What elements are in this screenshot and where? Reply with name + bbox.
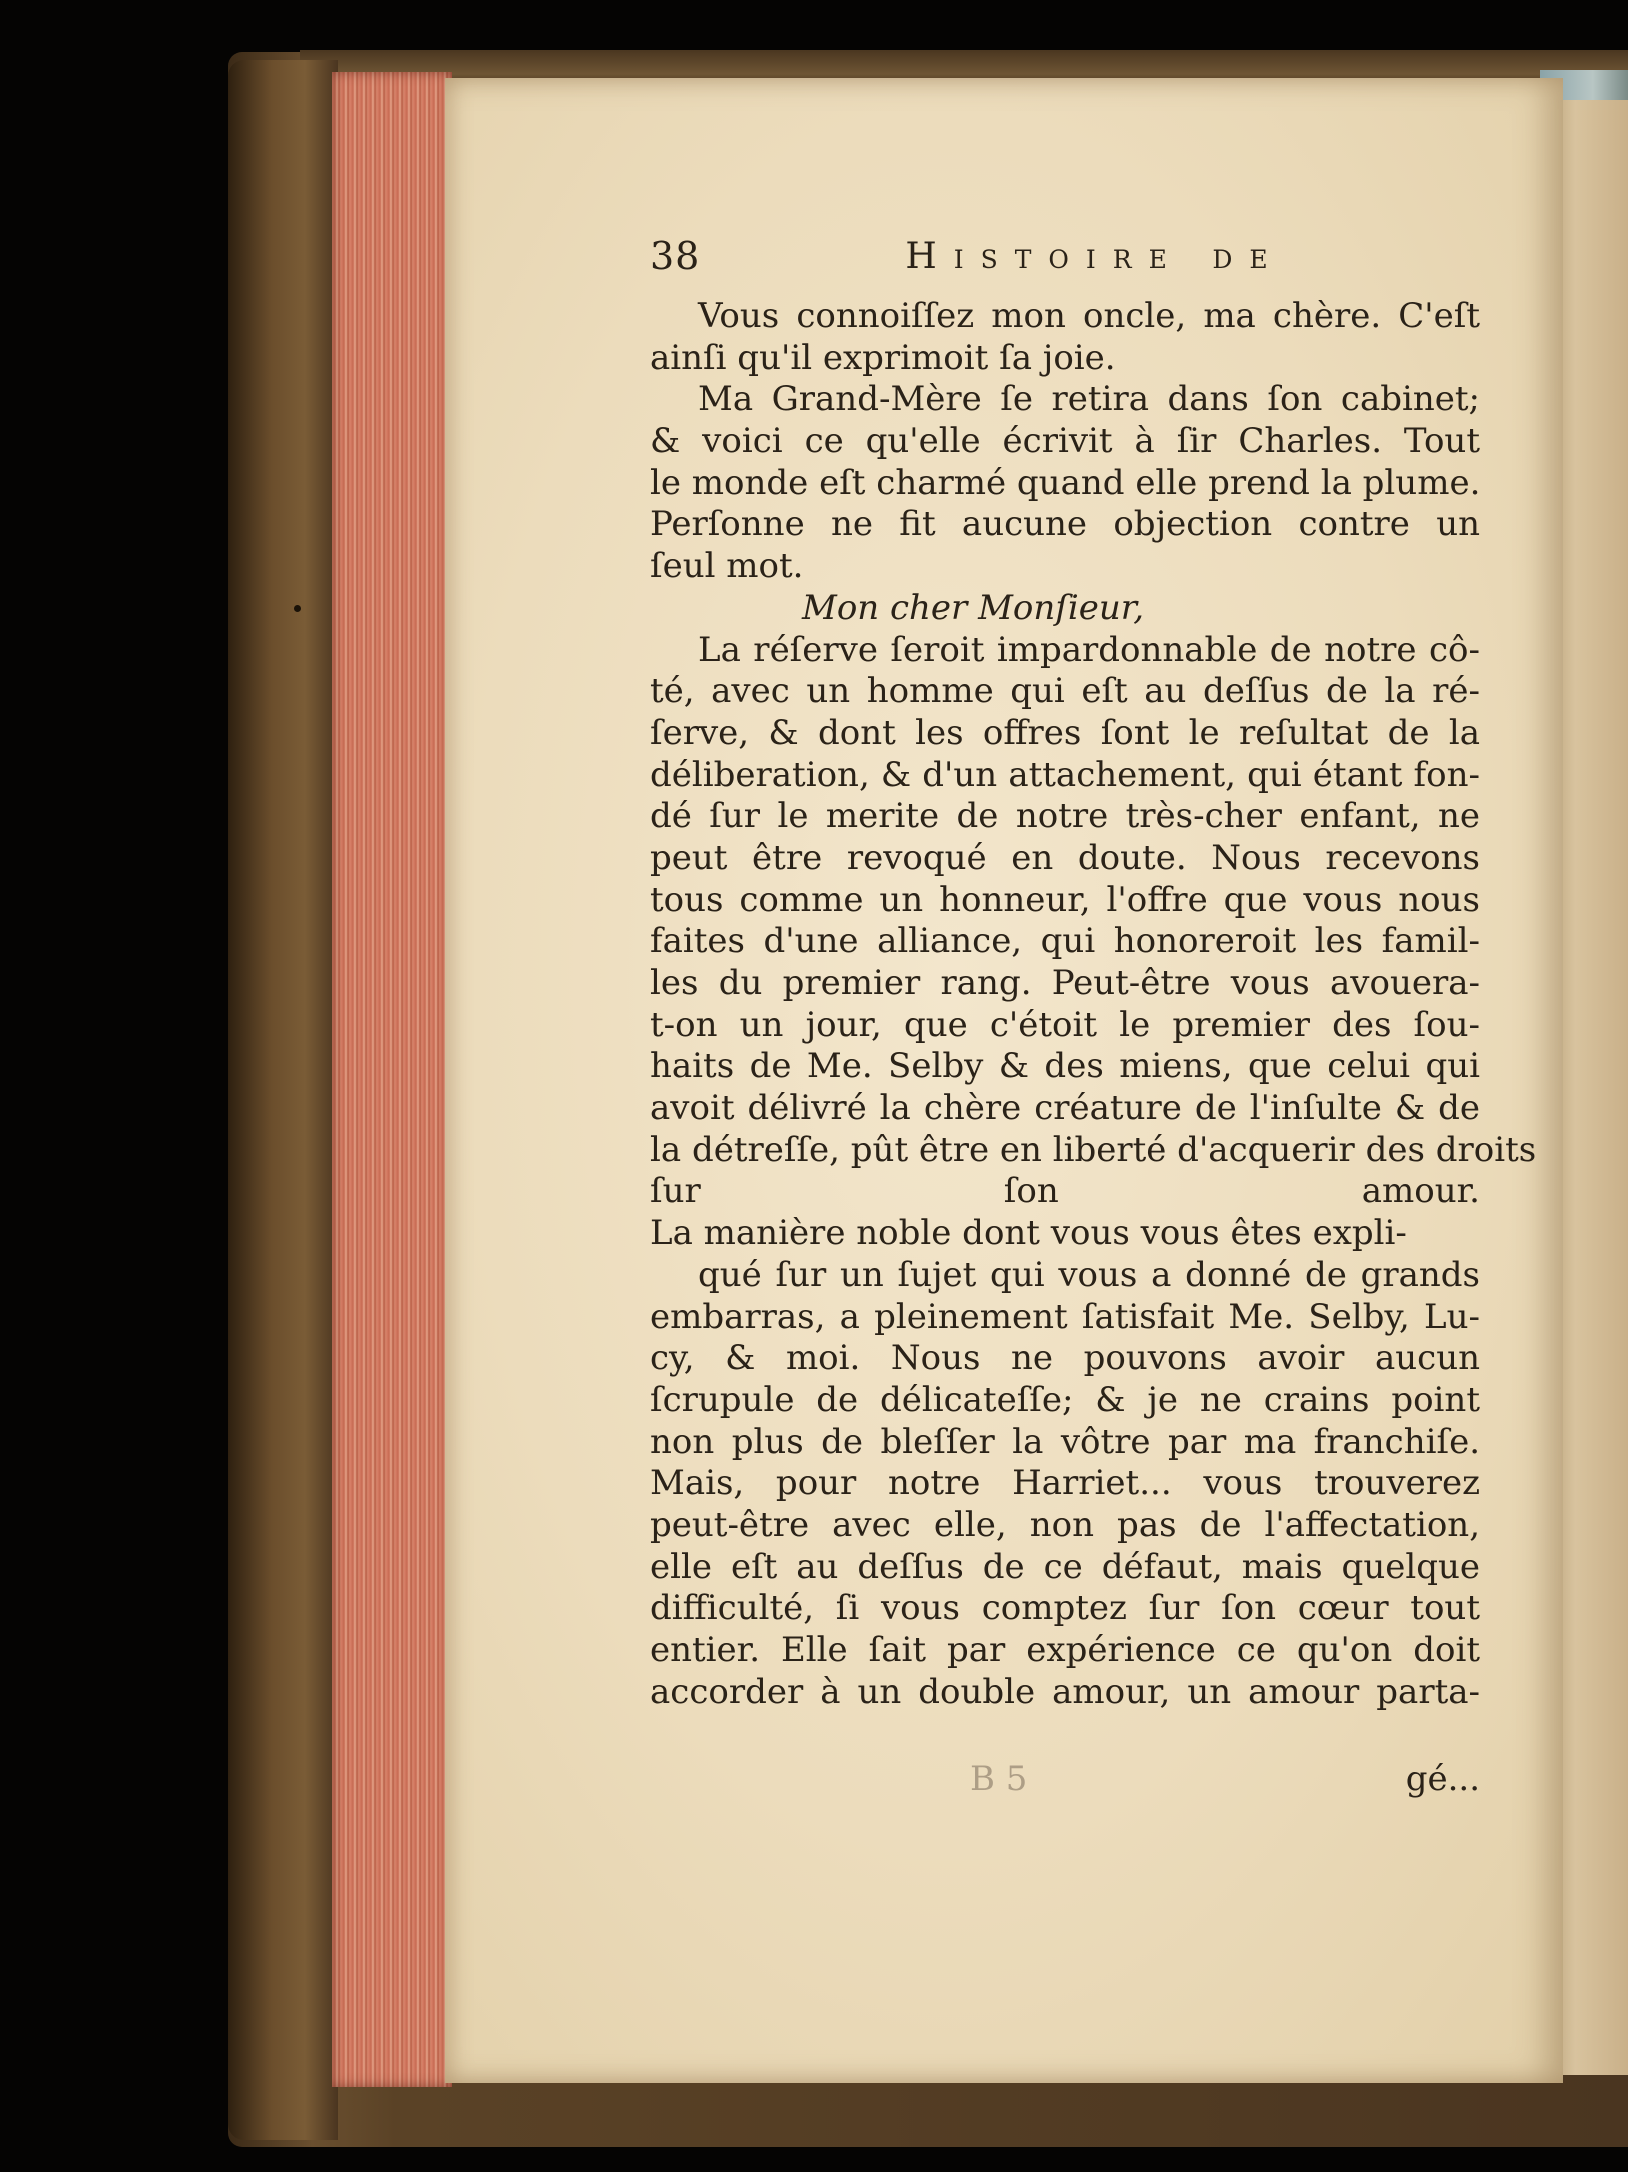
text-line: ſeul mot.	[650, 546, 804, 587]
text-line: té, avec un homme qui eſt au deſſus de la ré-	[650, 671, 1480, 712]
text-line: haits de Me. Selby & des miens, que celui qui	[650, 1046, 1480, 1087]
text-line: La réſerve ſeroit impardonnable de notre cô-	[698, 629, 1480, 670]
catchword: gé...	[1405, 1759, 1480, 1800]
text-block	[650, 234, 1537, 1803]
text-line	[650, 1713, 1480, 1755]
text-line: Vous connoiſſez mon oncle, ma chère. C'eſt	[698, 296, 1480, 336]
text-line: elle eſt au deſſus de ce défaut, mais quelque	[650, 1546, 1480, 1587]
text-line: ſerve, & dont les offres ſont le reſultat de la	[650, 712, 1480, 753]
text-line: les du premier rang. Peut-être vous avouera-	[650, 963, 1480, 1003]
text-line: faites d'une alliance, qui honoreroit les famil-	[650, 921, 1480, 962]
text-line: embarras, a pleinement ſatisfait Me. Selby, Lu-	[650, 1296, 1480, 1337]
text-line: peut être revoqué en doute. Nous recevons	[650, 837, 1480, 878]
text-line: t-on un jour, que c'étoit le premier des ſou-	[650, 1004, 1480, 1045]
book-spine	[228, 60, 338, 2140]
text-line: La manière noble dont vous vous êtes expli-	[650, 1213, 1407, 1254]
text-line: la détreſſe, pût être en liberté d'acquerir des droits	[650, 1129, 1537, 1170]
text-line: accorder à un double amour, un amour parta-	[650, 1671, 1480, 1712]
signature-mark: B 5	[970, 1759, 1028, 1800]
text-line: difficulté, ſi vous comptez ſur ſon cœur tout	[650, 1588, 1480, 1629]
cover-mark	[294, 605, 301, 612]
text-line: qué ſur un ſujet qui vous a donné de grands	[698, 1254, 1480, 1295]
page-edges	[332, 72, 452, 2087]
page-number: 38	[650, 234, 701, 278]
text-line: le monde eſt charmé quand elle prend la plume.	[650, 462, 1481, 503]
text-line: non plus de bleſſer la vôtre par ma franchiſe.	[650, 1421, 1480, 1462]
running-title: Histoire de	[905, 236, 1285, 277]
text-line: tous comme un honneur, l'offre que vous nous	[650, 879, 1480, 920]
text-line: entier. Elle ſait par expérience ce qu'on doit	[650, 1630, 1480, 1670]
page-footer	[650, 1759, 1480, 1803]
text-line: dé ſur le merite de notre très-cher enfant, ne	[650, 796, 1480, 837]
text-line: Mais, pour notre Harriet... vous trouverez	[650, 1463, 1480, 1504]
text-line: ainſi qu'il exprimoit ſa joie.	[650, 337, 1116, 378]
text-line: cy, & moi. Nous ne pouvons avoir aucun	[650, 1338, 1480, 1379]
text-line: ſur ſon amour.	[650, 1171, 1480, 1212]
text-line: Perſonne ne fit aucune objection contre un	[650, 504, 1480, 545]
running-head	[650, 236, 1480, 296]
letter-salutation: Mon cher Monſieur,	[802, 587, 1145, 628]
text-line: & voici ce qu'elle écrivit à ſir Charles. Tout	[650, 421, 1480, 462]
text-line: Ma Grand-Mère ſe retira dans ſon cabinet;	[698, 379, 1480, 420]
text-line: déliberation, & d'un attachement, qui étant fon-	[650, 754, 1480, 795]
text-line: avoit délivré la chère créature de l'inſulte & de	[650, 1088, 1480, 1129]
text-line: peut-être avec elle, non pas de l'affectation,	[650, 1504, 1480, 1545]
text-line: ſcrupule de délicateſſe; & je ne crains point	[650, 1379, 1480, 1420]
